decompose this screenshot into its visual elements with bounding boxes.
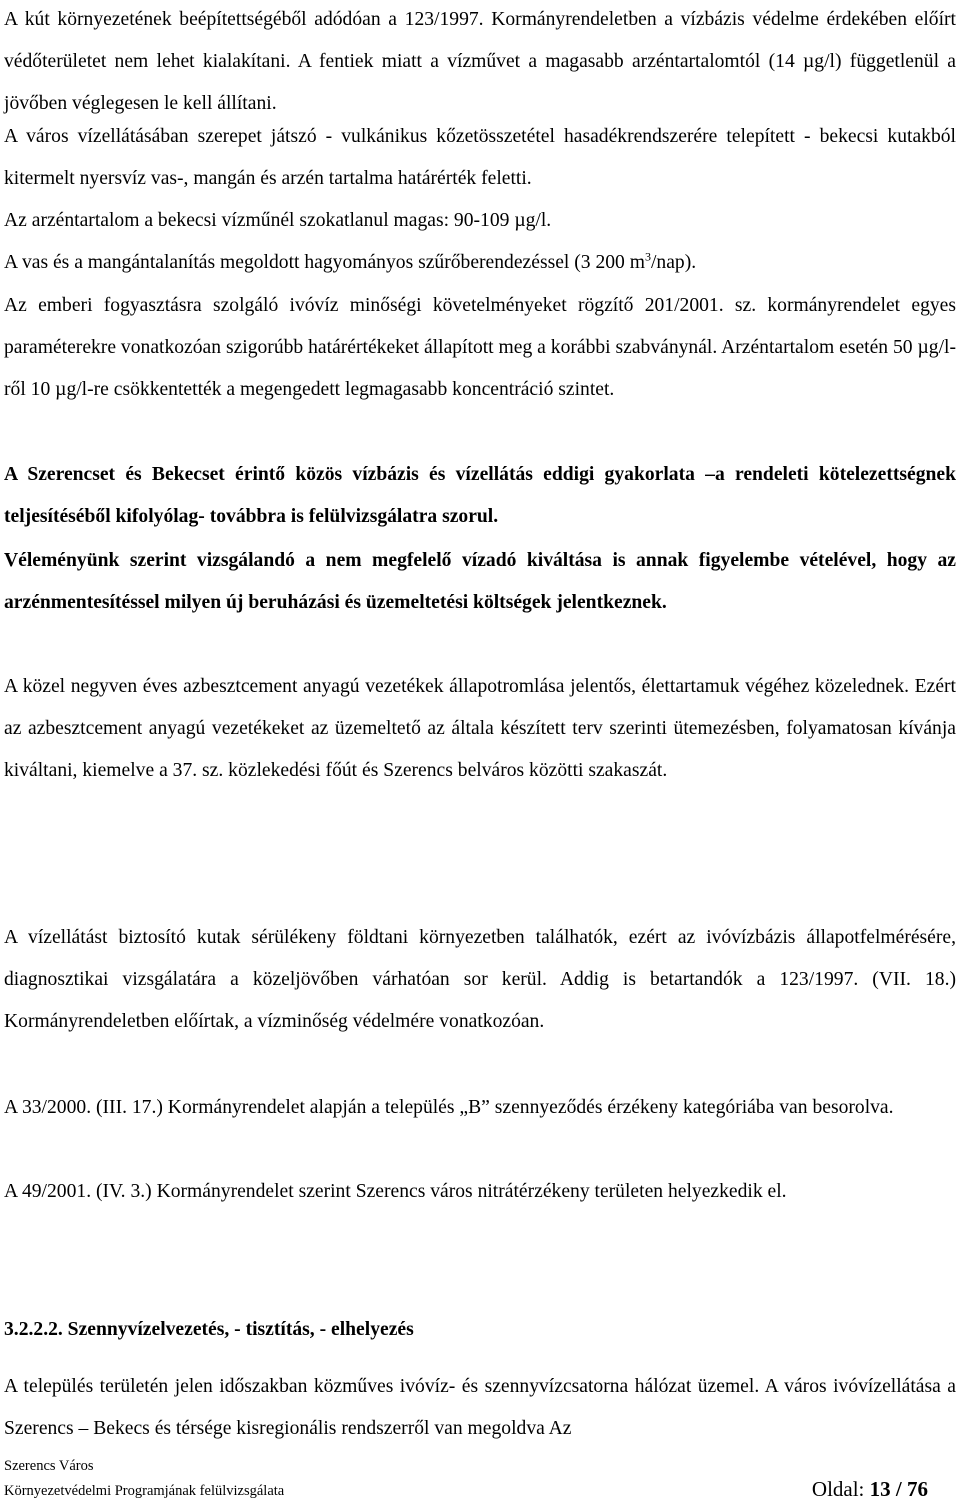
paragraph-regulation-49-2001: A 49/2001. (IV. 3.) Kormányrendelet szerint Szerencs város nitrátérzékeny területen helyezkedik el.: [4, 1181, 787, 1202]
paragraph-regulation-201-2001: Az emberi fogyasztásra szolgáló ivóvíz minőségi követelményeket rögzítő 201/2001. sz. kormányrendelet egyes paraméterekre vonatkozóan szigorúbb határértékeket állapított meg a korábbi szabványnál. Arzéntartalom esetén 50 µg/l-ről 10 µg/l-re csökkentették a megengedett legmagasabb koncentráció szintet.: [4, 295, 956, 400]
paragraph-vulnerable-wells: A vízellátást biztosító kutak sérülékeny földtani környezetben találhatók, ezért az ivóvízbázis állapotfelmérésére, diagnosztikai vizsgálatára a közeljövőben várhatóan sor kerül. Addig is betartandók a 123/1997. (VII. 18.) Kormányrendeletben előírtak, a vízminőség védelmére vonatkozóan.: [4, 927, 956, 1032]
paragraph-sewer-network: A település területén jelen időszakban közműves ivóvíz- és szennyvízcsatorna hálózat üzemel. A város ivóvízellátása a Szerencs – Bekecs és térsége kisregionális rendszerről van megoldva Az: [4, 1376, 956, 1439]
iron-manganese-text: A vas és a mangántalanítás megoldott hagyományos szűrőberendezéssel (3 200 m: [4, 252, 645, 273]
page-label: Oldal:: [811, 1477, 865, 1501]
iron-manganese-unit: /nap).: [650, 252, 697, 273]
page-number: 13 / 76: [869, 1477, 928, 1501]
footer-program: Környezetvédelmi Programjának felülvizsgálata: [4, 1483, 285, 1499]
paragraph-well-shutdown: A kút környezetének beépítettségéből adódóan a 123/1997. Kormányrendeletben a vízbázis védelme érdekében előírt védőterületet nem lehet kialakítani. A fentiek miatt a vízművet a magasabb arzéntartalomtól (14 µg/l) függetlenül a jövőben véglegesen le kell állítani.: [4, 9, 956, 114]
paragraph-regulation-33-2000: A 33/2000. (III. 17.) Kormányrendelet alapján a település „B” szennyeződés érzékeny kategóriába van besorolva.: [4, 1097, 894, 1118]
bold-paragraph-opinion: Véleményünk szerint vizsgálandó a nem megfelelő vízadó kiváltása is annak figyelembe vételével, hogy az arzénmentesítéssel milyen új beruházási és üzemeltetési költségek jelentkeznek.: [4, 550, 956, 613]
footer-city: Szerencs Város: [4, 1458, 94, 1474]
paragraph-arsenic-level: Az arzéntartalom a bekecsi vízműnél szokatlanul magas: 90-109 µg/l.: [4, 210, 552, 231]
bold-paragraph-common-water-base: A Szerencset és Bekecset érintő közös vízbázis és vízellátás eddigi gyakorlata –a rendeleti kötelezettségnek teljesítéséből kifolyólag- továbbra is felülvizsgálatra szorul.: [4, 464, 956, 527]
paragraph-iron-manganese: [4, 242, 956, 284]
footer-page-indicator: [812, 1477, 928, 1501]
superscript-3: 3: [644, 249, 651, 264]
paragraph-asbestos-pipes: A közel negyven éves azbesztcement anyagú vezetékek állapotromlása jelentős, élettartamuk végéhez közelednek. Ezért az azbesztcement anyagú vezetékeket az üzemeltető az általa készített terv szerinti ütemezésben, folyamatosan kívánja kiváltani, kiemelve a 37. sz. közlekedési főút és Szerencs belváros közötti szakaszát.: [4, 676, 956, 781]
section-heading: 3.2.2.2. Szennyvízelvezetés, - tisztítás, - elhelyezés: [4, 1319, 414, 1340]
paragraph-bekecs-wells: A város vízellátásában szerepet játszó - vulkánikus kőzetösszetétel hasadékrendszerére telepített - bekecsi kutakból kitermelt nyersvíz vas-, mangán és arzén tartalma határérték feletti.: [4, 126, 956, 189]
